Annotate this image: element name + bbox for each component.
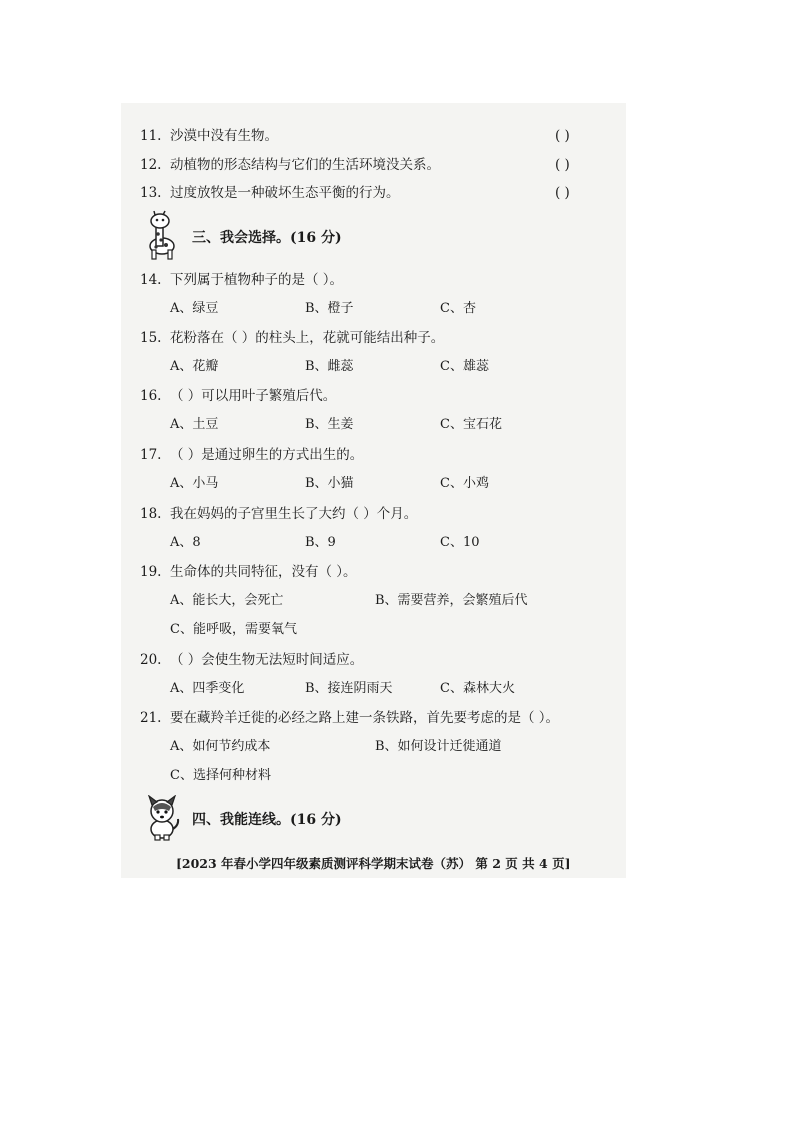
option-a: A、花瓣 xyxy=(170,359,219,374)
question-text: 下列属于植物种子的是（ ）。 xyxy=(170,272,344,288)
question-text: 沙漠中没有生物。 xyxy=(170,128,278,144)
page-footer: [2023 年春小学四年级素质测评科学期末试卷（苏） 第 2 页 共 4 页] xyxy=(176,856,571,871)
question-text: （ ）会使生物无法短时间适应。 xyxy=(170,652,364,668)
section-title-3: 三、我会选择。(16 分) xyxy=(192,230,342,246)
option-b: B、小猫 xyxy=(305,476,354,491)
option-c: C、能呼吸，需要氧气 xyxy=(170,622,297,637)
option-b: B、生姜 xyxy=(305,417,354,432)
question-number: 12. xyxy=(140,157,162,173)
question-14 xyxy=(140,271,343,289)
question-13 xyxy=(140,184,400,202)
option-a: A、四季变化 xyxy=(170,681,245,696)
question-18 xyxy=(140,505,417,523)
option-c: C、宝石花 xyxy=(440,417,502,432)
question-text: 生命体的共同特征，没有（ ）。 xyxy=(170,564,357,580)
section-title-4: 四、我能连线。(16 分) xyxy=(192,812,342,828)
option-b: B、橙子 xyxy=(305,301,354,316)
question-text: 我在妈妈的子宫里生长了大约（ ）个月。 xyxy=(170,506,418,522)
question-12 xyxy=(140,156,440,174)
option-c: C、森林大火 xyxy=(440,681,515,696)
question-text: （ ）是通过卵生的方式出生的。 xyxy=(170,447,364,463)
question-16 xyxy=(140,387,336,405)
option-a: A、8 xyxy=(170,535,201,550)
option-c: C、10 xyxy=(440,535,480,550)
answer-blank: ( ) xyxy=(555,157,570,173)
question-21 xyxy=(140,709,559,727)
question-text: 动植物的形态结构与它们的生活环境没关系。 xyxy=(170,157,440,173)
answer-blank: ( ) xyxy=(555,185,570,201)
question-15 xyxy=(140,329,444,347)
option-c: C、雄蕊 xyxy=(440,359,489,374)
option-c: C、小鸡 xyxy=(440,476,489,491)
option-b: B、9 xyxy=(305,535,336,550)
option-c: C、杏 xyxy=(440,301,476,316)
option-b: B、需要营养，会繁殖后代 xyxy=(375,593,528,608)
question-number: 20. xyxy=(140,652,162,668)
question-number: 21. xyxy=(140,710,162,726)
giraffe-icon xyxy=(142,210,182,260)
question-text: 过度放牧是一种破坏生态平衡的行为。 xyxy=(170,185,400,201)
question-19 xyxy=(140,563,357,581)
option-a: A、小马 xyxy=(170,476,219,491)
question-text: （ ）可以用叶子繁殖后代。 xyxy=(170,388,337,404)
dog-icon xyxy=(142,795,182,841)
option-b: B、接连阴雨天 xyxy=(305,681,393,696)
option-c: C、选择何种材料 xyxy=(170,768,271,783)
question-number: 18. xyxy=(140,506,162,522)
option-a: A、如何节约成本 xyxy=(170,739,271,754)
question-20 xyxy=(140,651,363,669)
question-number: 11. xyxy=(140,128,162,144)
question-text: 花粉落在（ ）的柱头上，花就可能结出种子。 xyxy=(170,330,445,346)
option-a: A、能长大，会死亡 xyxy=(170,593,284,608)
question-number: 19. xyxy=(140,564,162,580)
option-b: B、雌蕊 xyxy=(305,359,354,374)
question-number: 15. xyxy=(140,330,162,346)
option-a: A、土豆 xyxy=(170,417,219,432)
question-17 xyxy=(140,446,363,464)
answer-blank: ( ) xyxy=(555,128,570,144)
option-b: B、如何设计迁徙通道 xyxy=(375,739,502,754)
question-text: 要在藏羚羊迁徙的必经之路上建一条铁路，首先要考虑的是（ ）。 xyxy=(170,710,560,726)
question-number: 17. xyxy=(140,447,162,463)
option-a: A、绿豆 xyxy=(170,301,219,316)
question-number: 13. xyxy=(140,185,162,201)
question-number: 16. xyxy=(140,388,162,404)
question-number: 14. xyxy=(140,272,162,288)
question-11 xyxy=(140,127,278,145)
